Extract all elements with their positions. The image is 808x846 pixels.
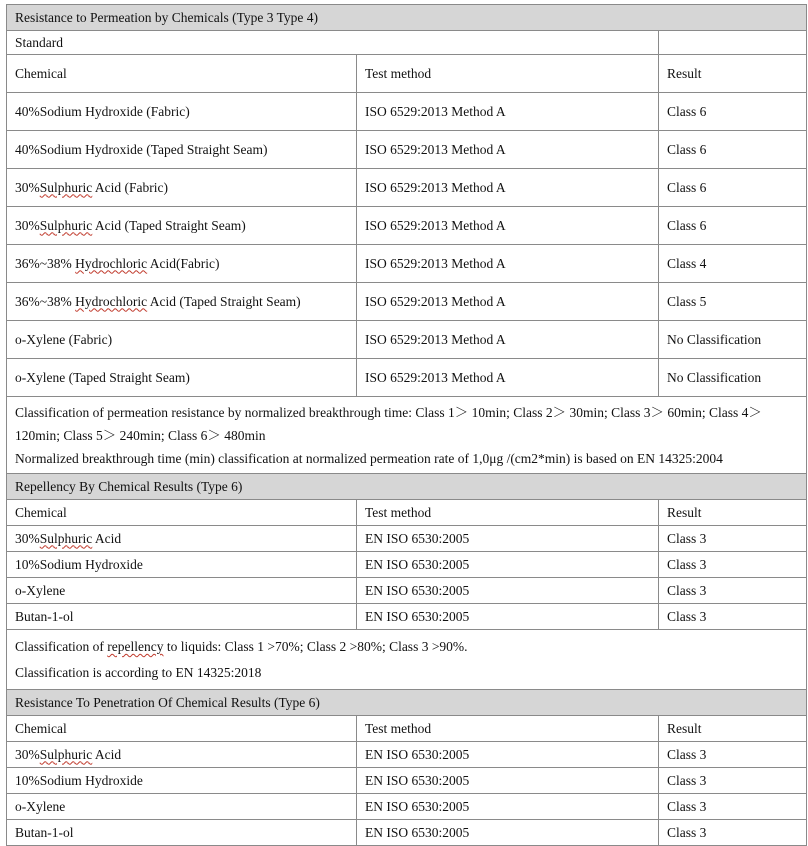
chemical-cell: 10%Sodium Hydroxide	[7, 768, 357, 794]
chemical-cell: o-Xylene	[7, 578, 357, 604]
chemical-cell: 36%~38% Hydrochloric Acid(Fabric)	[7, 245, 357, 283]
chemical-cell: 36%~38% Hydrochloric Acid (Taped Straight Seam)	[7, 283, 357, 321]
chemical-resistance-document	[6, 4, 806, 846]
table-row	[7, 131, 807, 169]
table-row	[7, 283, 807, 321]
chemical-cell: 40%Sodium Hydroxide (Taped Straight Seam)	[7, 131, 357, 169]
section-title: Resistance To Penetration Of Chemical Results (Type 6)	[7, 690, 807, 716]
result-cell: Class 3	[659, 820, 807, 846]
result-cell: Class 3	[659, 578, 807, 604]
test-method-cell: EN ISO 6530:2005	[357, 742, 659, 768]
result-cell: Class 3	[659, 604, 807, 630]
column-header-row	[7, 716, 807, 742]
notes-cell	[7, 397, 807, 474]
header-test-method: Test method	[357, 716, 659, 742]
header-chemical: Chemical	[7, 55, 357, 93]
table-row	[7, 245, 807, 283]
test-method-cell: ISO 6529:2013 Method A	[357, 207, 659, 245]
permeation-basis-note: Normalized breakthrough time (min) classification at normalized permeation rate of 1,0μg /(cm2*min) is based on EN 14325:2004	[15, 451, 723, 466]
column-header-row	[7, 55, 807, 93]
table-row	[7, 578, 807, 604]
result-cell: Class 4	[659, 245, 807, 283]
result-cell: Class 6	[659, 131, 807, 169]
chemical-cell: o-Xylene (Taped Straight Seam)	[7, 359, 357, 397]
result-cell: Class 6	[659, 169, 807, 207]
test-method-cell: EN ISO 6530:2005	[357, 526, 659, 552]
chemical-cell: 30%Sulphuric Acid	[7, 526, 357, 552]
table-row	[7, 526, 807, 552]
notes-cell	[7, 630, 807, 690]
repellency-notes-row	[7, 630, 807, 690]
result-cell: Class 3	[659, 768, 807, 794]
test-method-cell: EN ISO 6530:2005	[357, 820, 659, 846]
result-cell: Class 3	[659, 794, 807, 820]
result-cell: Class 3	[659, 742, 807, 768]
test-method-cell: EN ISO 6530:2005	[357, 794, 659, 820]
test-method-cell: ISO 6529:2013 Method A	[357, 359, 659, 397]
table-row	[7, 742, 807, 768]
chemical-cell: o-Xylene	[7, 794, 357, 820]
section-title: Repellency By Chemical Results (Type 6)	[7, 474, 807, 500]
chemical-cell: Butan-1-ol	[7, 604, 357, 630]
section-header-permeation	[7, 5, 807, 31]
repellency-basis-note: Classification is according to EN 14325:2018	[15, 665, 262, 680]
table-row	[7, 820, 807, 846]
header-chemical: Chemical	[7, 500, 357, 526]
result-cell: Class 6	[659, 207, 807, 245]
header-result: Result	[659, 716, 807, 742]
table-row	[7, 207, 807, 245]
result-cell: No Classification	[659, 321, 807, 359]
result-cell: No Classification	[659, 359, 807, 397]
table-row	[7, 794, 807, 820]
table-row	[7, 321, 807, 359]
permeation-notes-row	[7, 397, 807, 474]
table-row	[7, 169, 807, 207]
header-result: Result	[659, 500, 807, 526]
column-header-row	[7, 500, 807, 526]
table-row	[7, 93, 807, 131]
test-method-cell: EN ISO 6530:2005	[357, 768, 659, 794]
test-method-cell: EN ISO 6530:2005	[357, 604, 659, 630]
test-method-cell: ISO 6529:2013 Method A	[357, 131, 659, 169]
section-header-repellency	[7, 474, 807, 500]
table-row	[7, 359, 807, 397]
chemical-cell: 40%Sodium Hydroxide (Fabric)	[7, 93, 357, 131]
standard-value	[659, 31, 807, 55]
chemical-cell: 30%Sulphuric Acid	[7, 742, 357, 768]
result-cell: Class 3	[659, 552, 807, 578]
test-method-cell: ISO 6529:2013 Method A	[357, 283, 659, 321]
test-method-cell: ISO 6529:2013 Method A	[357, 93, 659, 131]
header-test-method: Test method	[357, 500, 659, 526]
header-chemical: Chemical	[7, 716, 357, 742]
permeation-classification-note: Classification of permeation resistance by normalized breakthrough time: Class 1＞ 10min; Class 2＞ 30min; Class 3＞ 60min; Class 4＞ 120min; Class 5＞ 240min; Class 6＞ 480min	[15, 405, 762, 443]
chemical-cell: 30%Sulphuric Acid (Fabric)	[7, 169, 357, 207]
header-test-method: Test method	[357, 55, 659, 93]
section-title: Resistance to Permeation by Chemicals (Type 3 Type 4)	[7, 5, 807, 31]
standard-label: Standard	[7, 31, 659, 55]
result-cell: Class 6	[659, 93, 807, 131]
table-row	[7, 768, 807, 794]
test-method-cell: ISO 6529:2013 Method A	[357, 245, 659, 283]
chemical-cell: o-Xylene (Fabric)	[7, 321, 357, 359]
test-method-cell: EN ISO 6530:2005	[357, 578, 659, 604]
standard-row	[7, 31, 807, 55]
test-method-cell: EN ISO 6530:2005	[357, 552, 659, 578]
chemical-cell: 30%Sulphuric Acid (Taped Straight Seam)	[7, 207, 357, 245]
table-row	[7, 552, 807, 578]
chemical-cell: 10%Sodium Hydroxide	[7, 552, 357, 578]
result-cell: Class 3	[659, 526, 807, 552]
repellency-classification-note: Classification of repellency to liquids: Class 1 >70%; Class 2 >80%; Class 3 >90%.	[15, 639, 468, 654]
chemical-results-table	[6, 4, 807, 846]
test-method-cell: ISO 6529:2013 Method A	[357, 321, 659, 359]
header-result: Result	[659, 55, 807, 93]
chemical-cell: Butan-1-ol	[7, 820, 357, 846]
table-row	[7, 604, 807, 630]
test-method-cell: ISO 6529:2013 Method A	[357, 169, 659, 207]
section-header-penetration	[7, 690, 807, 716]
result-cell: Class 5	[659, 283, 807, 321]
